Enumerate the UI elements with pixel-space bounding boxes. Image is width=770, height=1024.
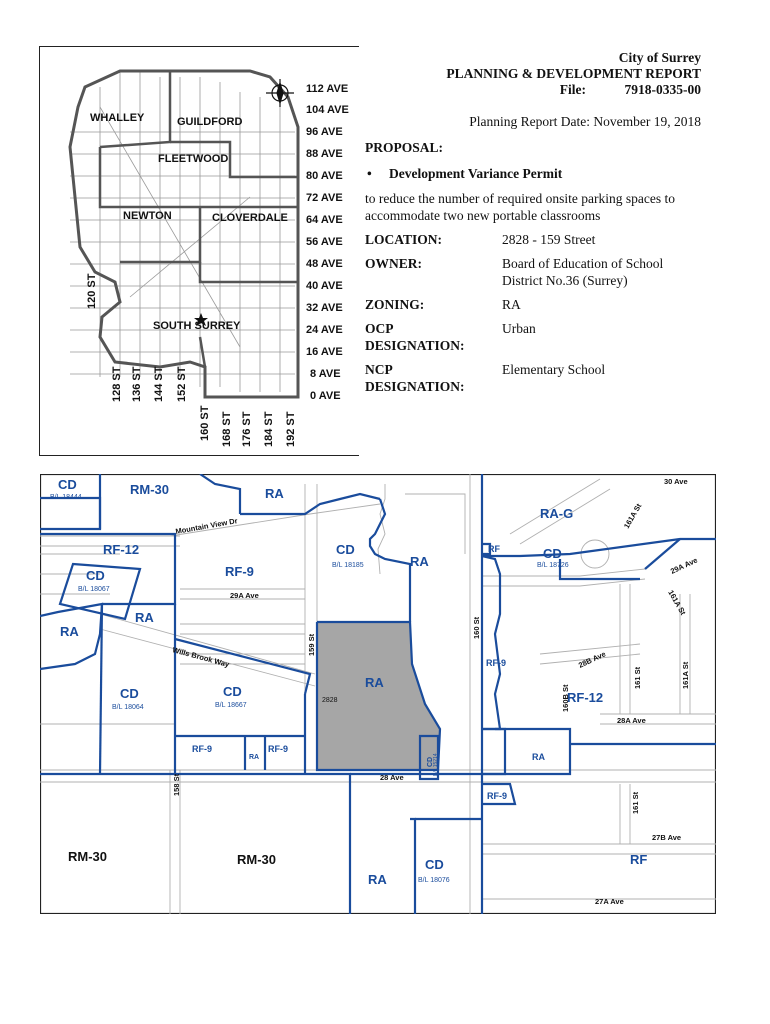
field-label: ZONING: bbox=[365, 297, 425, 312]
area-label-fleetwood: FLEETWOOD bbox=[158, 153, 229, 165]
st-label: 136 ST bbox=[131, 366, 143, 402]
st-label: 192 ST bbox=[285, 411, 297, 447]
street-label: 30 Ave bbox=[664, 477, 688, 486]
bylaw-label: B/L 18667 bbox=[215, 702, 247, 709]
street-label: 161 St bbox=[631, 791, 640, 814]
field-value: RA bbox=[502, 297, 521, 312]
zone-label: RF-9 bbox=[225, 564, 254, 579]
field-label: NCP DESIGNATION: bbox=[365, 362, 465, 394]
street-labels bbox=[86, 273, 297, 447]
ave-label: 104 AVE bbox=[306, 104, 349, 116]
zone-label: RA bbox=[249, 754, 260, 761]
street-label: 159 St bbox=[307, 633, 316, 656]
field-zoning bbox=[365, 296, 701, 313]
st-label: 120 ST bbox=[86, 273, 98, 309]
street-label: 27A Ave bbox=[595, 897, 624, 906]
bylaw-label: B/L 18076 bbox=[418, 877, 450, 884]
zone-label: RF bbox=[488, 544, 500, 554]
area-label-south-surrey: SOUTH SURREY bbox=[153, 320, 241, 332]
bylaw-label: B/L 18067 bbox=[78, 586, 110, 593]
field-ocp bbox=[365, 320, 701, 354]
zone-label: RA bbox=[368, 872, 387, 887]
zone-label: RF-9 bbox=[268, 744, 288, 754]
street-label: Wills Brook Way bbox=[171, 645, 231, 670]
street-label: 28B Ave bbox=[577, 649, 608, 670]
field-owner bbox=[365, 255, 701, 289]
proposal-bullet-text: Development Variance Permit bbox=[389, 166, 563, 181]
street-label: 161A St bbox=[681, 661, 690, 689]
field-value: Board of Education of School District No.36 (Surrey) bbox=[502, 256, 664, 288]
zoning-map bbox=[40, 474, 716, 914]
file-label: File: bbox=[559, 82, 586, 97]
zone-label: RF-9 bbox=[192, 744, 212, 754]
ave-label: 96 AVE bbox=[306, 126, 343, 138]
zone-label: CD bbox=[425, 857, 444, 872]
field-label: OWNER: bbox=[365, 256, 422, 271]
proposal-label: PROPOSAL: bbox=[365, 140, 444, 155]
avenue-labels bbox=[306, 83, 349, 402]
ave-label: 80 AVE bbox=[306, 170, 343, 182]
zone-label: RM-30 bbox=[130, 482, 170, 497]
zone-label: RF-9 bbox=[486, 658, 506, 668]
street-label: 161A St bbox=[621, 501, 644, 530]
street-label: 28A Ave bbox=[617, 716, 646, 725]
key-map bbox=[39, 46, 359, 456]
field-ncp bbox=[365, 361, 701, 395]
key-map-graphic bbox=[40, 47, 360, 457]
street-label: 161A St bbox=[666, 588, 688, 617]
zone-label: CD bbox=[336, 542, 355, 557]
ave-label: 112 AVE bbox=[306, 83, 349, 95]
report-date: Planning Report Date: November 19, 2018 bbox=[469, 114, 701, 129]
zone-label: CD bbox=[427, 756, 434, 767]
ave-label: 48 AVE bbox=[306, 258, 343, 270]
st-label: 152 ST bbox=[176, 366, 188, 402]
zone-label: RA bbox=[60, 624, 79, 639]
zone-label: RA bbox=[265, 486, 284, 501]
field-label: OCP DESIGNATION: bbox=[365, 321, 465, 353]
field-label: LOCATION: bbox=[365, 232, 443, 247]
street-label: 160B St bbox=[561, 684, 570, 712]
ave-label: 24 AVE bbox=[306, 324, 343, 336]
area-label-whalley: WHALLEY bbox=[90, 112, 145, 124]
bylaw-label: B/L 18726 bbox=[537, 562, 569, 569]
zone-label: RA-G bbox=[540, 506, 574, 521]
street-label: 158 St bbox=[172, 773, 181, 796]
st-label: 160 ST bbox=[199, 405, 211, 441]
zone-label: RF-12 bbox=[103, 542, 140, 557]
bylaw-label: B/L 18185 bbox=[332, 562, 364, 569]
zone-label: CD bbox=[223, 684, 242, 699]
file-number: 7918-0335-00 bbox=[624, 82, 701, 97]
proposal-description: to reduce the number of required onsite parking spaces to accommodate two new portable classrooms bbox=[365, 191, 676, 223]
street-label: 29A Ave bbox=[230, 591, 259, 600]
bylaw-label: B/L 18064 bbox=[112, 704, 144, 711]
city-name: City of Surrey bbox=[618, 50, 701, 65]
zone-label: RA bbox=[365, 675, 384, 690]
street-label: 27B Ave bbox=[652, 833, 682, 842]
zone-label: RM-30 bbox=[68, 849, 108, 864]
bullet-icon: • bbox=[367, 166, 372, 181]
ave-label: 72 AVE bbox=[306, 192, 343, 204]
file-line bbox=[365, 82, 701, 98]
ave-label: 56 AVE bbox=[306, 236, 343, 248]
zone-label: RF-9 bbox=[487, 791, 507, 801]
area-label-newton: NEWTON bbox=[123, 210, 172, 222]
field-value: Elementary School bbox=[502, 362, 606, 377]
ave-label: 0 AVE bbox=[310, 390, 341, 402]
zone-label: RM-30 bbox=[237, 852, 277, 867]
st-label: 168 ST bbox=[221, 411, 233, 447]
st-label: 128 ST bbox=[111, 366, 123, 402]
proposal-bullet bbox=[365, 166, 701, 182]
bylaw-label: B/L 18444 bbox=[50, 494, 82, 501]
ave-label: 16 AVE bbox=[306, 346, 343, 358]
zone-label: RA bbox=[532, 752, 545, 762]
zone-label: RA bbox=[410, 554, 429, 569]
zone-label: RF bbox=[630, 852, 648, 867]
zone-label: CD bbox=[86, 568, 105, 583]
ave-label: 32 AVE bbox=[306, 302, 343, 314]
field-value: 2828 - 159 Street bbox=[502, 232, 596, 247]
zone-label: CD bbox=[543, 546, 562, 561]
st-label: 184 ST bbox=[263, 411, 275, 447]
report-summary bbox=[365, 50, 701, 395]
st-label: 176 ST bbox=[241, 411, 253, 447]
street-label: 161 St bbox=[633, 666, 642, 689]
ave-label: 40 AVE bbox=[306, 280, 343, 292]
field-location bbox=[365, 231, 701, 248]
street-label: 29A Ave bbox=[669, 555, 699, 576]
street-label: 28 Ave bbox=[380, 773, 404, 782]
area-label-cloverdale: CLOVERDALE bbox=[212, 212, 288, 224]
st-label: 144 ST bbox=[153, 366, 165, 402]
zone-label: CD bbox=[58, 477, 77, 492]
zone-label: RF-12 bbox=[567, 690, 604, 705]
zone-label: CD bbox=[120, 686, 139, 701]
ave-label: 8 AVE bbox=[310, 368, 341, 380]
zone-label: RA bbox=[135, 610, 154, 625]
ave-label: 88 AVE bbox=[306, 148, 343, 160]
bylaw-label: B/L 15214 bbox=[433, 753, 439, 776]
field-value: Urban bbox=[502, 321, 536, 336]
ave-label: 64 AVE bbox=[306, 214, 343, 226]
area-label-guildford: GUILDFORD bbox=[177, 116, 243, 128]
report-title: PLANNING & DEVELOPMENT REPORT bbox=[446, 66, 701, 81]
street-label: 160 St bbox=[472, 616, 481, 639]
address-label: 2828 bbox=[322, 697, 338, 704]
street-label: Mountain View Dr bbox=[174, 516, 239, 536]
